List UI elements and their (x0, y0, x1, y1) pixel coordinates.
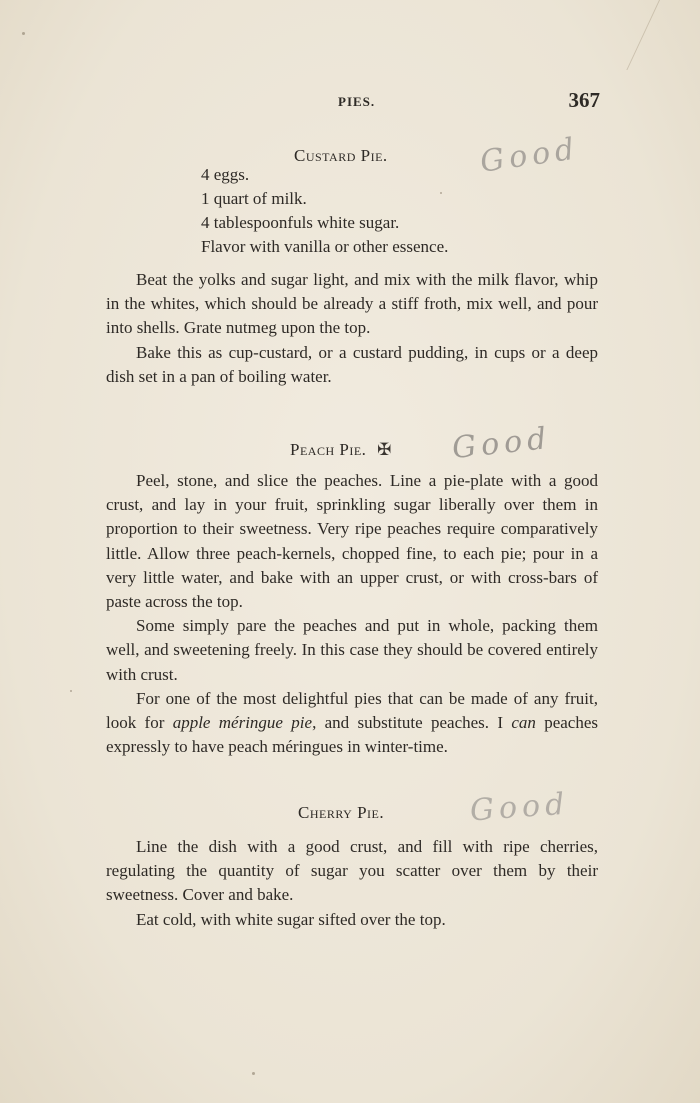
page-header (106, 88, 600, 114)
custard-ingredient-list (201, 163, 448, 259)
ingredient-item: 1 quart of milk. (201, 189, 307, 208)
text-run: For one of the most delightful pies that can be made of any fruit, look for (106, 688, 598, 733)
cherry-pie-title: Cherry Pie. (298, 803, 385, 822)
custard-handwritten-note: Good (478, 131, 582, 180)
peach-handwritten-note: Good (450, 420, 553, 467)
ingredient-item: Flavor with vanilla or other essence. (201, 237, 449, 256)
ingredient-item: 4 tablespoonfuls white sugar. (201, 213, 400, 232)
paragraph: Bake this as cup-custard, or a custard pudding, in cups or a deep dish set in a pan of boiling water. (106, 342, 598, 386)
peach-pie-title (290, 440, 392, 460)
paragraph: Some simply pare the peaches and put in whole, packing them well, and sweetening freely. In this case they should be covered entirely with crust. (106, 616, 598, 684)
paper-speck (70, 690, 72, 692)
italic-text: can (511, 713, 536, 733)
peach-pie-title-text: Peach Pie. (290, 440, 367, 459)
paper-speck (252, 1072, 255, 1075)
ingredient-item: 4 eggs. (201, 165, 250, 184)
italic-text: apple méringue pie (172, 713, 313, 733)
custard-directions (106, 268, 598, 389)
paper-speck (22, 32, 25, 35)
paragraph: Line the dish with a good crust, and fill with ripe cherries, regulating the quantity of sugar you scatter over them by their sweetness. Cover and bake. (106, 837, 598, 905)
cherry-directions (106, 835, 598, 932)
peach-directions (106, 469, 598, 759)
paper-speck (440, 192, 442, 194)
custard-pie-title: Custard Pie. (294, 146, 388, 165)
paragraph: Eat cold, with white sugar sifted over the top. (136, 909, 446, 929)
cherry-handwritten-note: Good (468, 786, 571, 829)
text-run: , and substitute peaches. I (312, 713, 512, 733)
paragraph (106, 687, 598, 760)
text-run: peaches expressly to have peach méringues in winter-time. (106, 713, 598, 757)
running-head: PIES. (338, 94, 376, 109)
paragraph: Beat the yolks and sugar light, and mix with the milk flavor, whip in the whites, which should be already a stiff froth, mix well, and pour into shells. Grate nutmeg upon the top. (106, 270, 598, 338)
page-number: 367 (568, 88, 600, 112)
cross-mark-icon: ✠ (377, 440, 392, 459)
page-corner-fold (626, 0, 700, 70)
paragraph: Peel, stone, and slice the peaches. Line a pie-plate with a good crust, and lay in your fruit, sprinkling sugar liberally over them in proportion to their sweetness. Very ripe peaches require comparatively little. Allow three peach-kernels, chopped fine, to each pie; pour in a very little water, and bake with an upper crust, or with cross-bars of paste across the top. (106, 471, 598, 612)
